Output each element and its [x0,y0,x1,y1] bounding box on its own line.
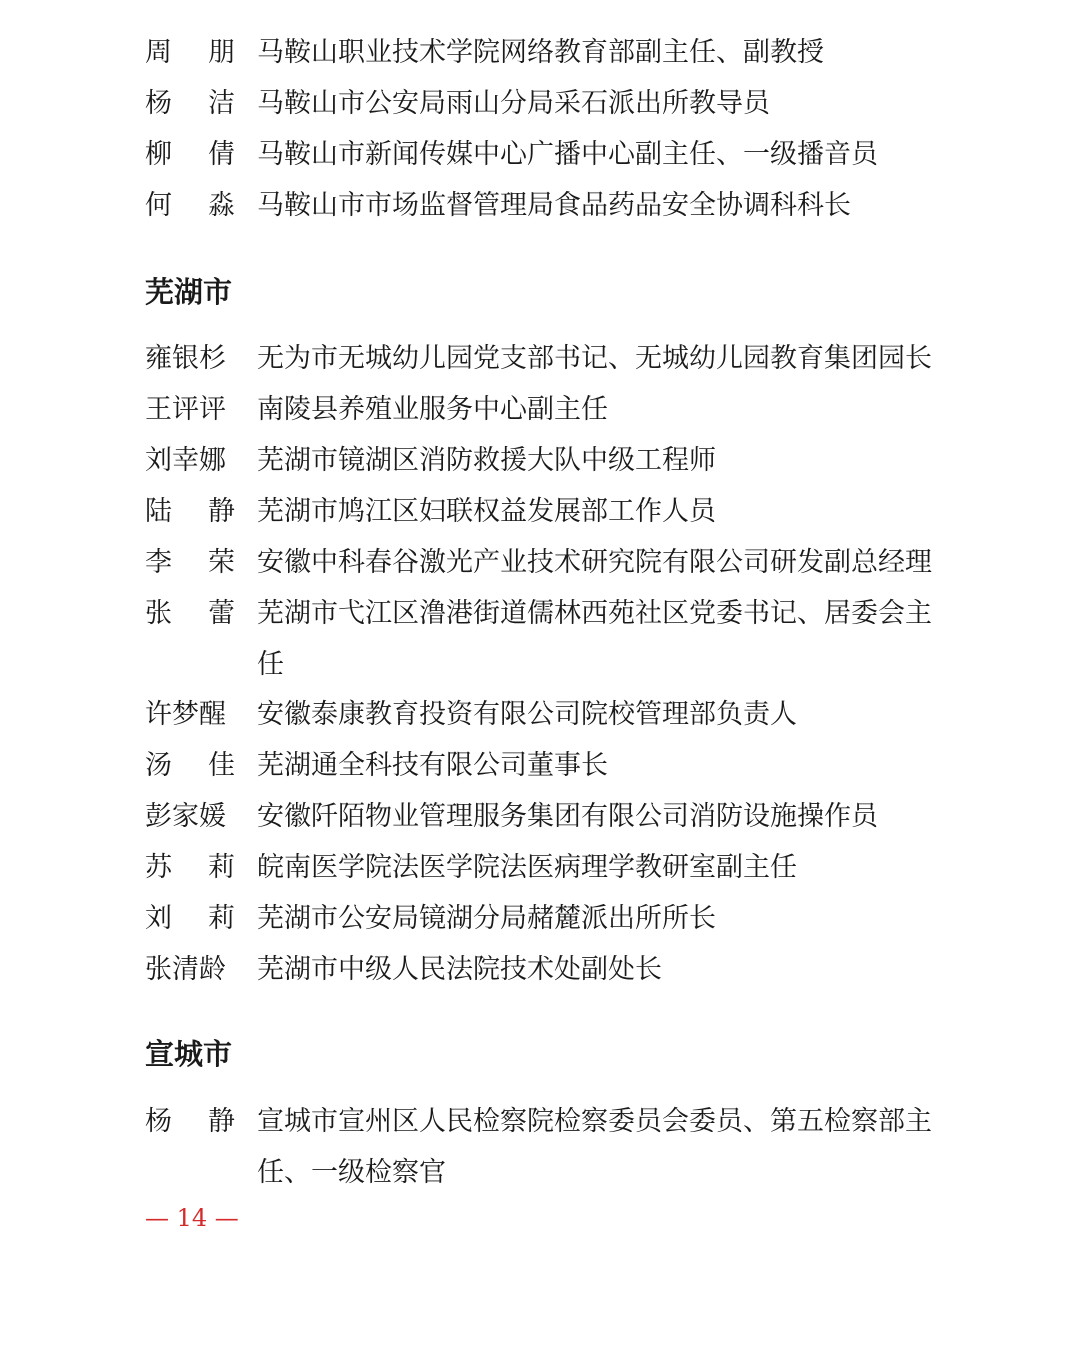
person-title: 马鞍山市市场监督管理局食品药品安全协调科科长 [257,190,851,221]
person-name: 柳 倩 [145,139,235,170]
person-name: 雍银杉 [145,343,226,374]
person-title: 安徽阡陌物业管理服务集团有限公司消防设施操作员 [257,801,878,832]
person-name: 李 荣 [145,547,235,578]
section-heading-xuancheng: 宣城市 [145,1037,233,1071]
person-title: 宣城市宣州区人民检察院检察委员会委员、第五检察部主任、一级检察官 [257,1106,932,1188]
person-name: 张 蕾 [145,598,235,629]
person-title: 马鞍山市公安局雨山分局采石派出所教导员 [257,88,770,119]
page-number: — 14 — [145,1204,239,1232]
person-name: 刘 莉 [145,903,235,934]
person-name: 刘幸娜 [145,445,226,476]
person-name: 何 淼 [145,190,235,221]
person-name: 周 朋 [145,37,235,68]
section-heading-wuhu: 芜湖市 [145,275,233,309]
person-name: 杨 洁 [145,88,235,119]
person-title: 南陵县养殖业服务中心副主任 [257,394,608,425]
person-title: 芜湖通全科技有限公司董事长 [257,750,608,781]
person-title: 芜湖市公安局镜湖分局赭麓派出所所长 [257,903,716,934]
person-title: 芜湖市鸠江区妇联权益发展部工作人员 [257,496,716,527]
person-title: 安徽中科春谷激光产业技术研究院有限公司研发副总经理 [257,547,932,578]
person-name: 张清龄 [145,954,226,985]
person-title: 安徽泰康教育投资有限公司院校管理部负责人 [257,699,797,730]
person-title: 马鞍山职业技术学院网络教育部副主任、副教授 [257,37,824,68]
person-name: 许梦醒 [145,699,226,730]
person-name: 王评评 [145,394,226,425]
person-name: 苏 莉 [145,852,235,883]
person-title: 皖南医学院法医学院法医病理学教研室副主任 [257,852,797,883]
person-title: 马鞍山市新闻传媒中心广播中心副主任、一级播音员 [257,139,878,170]
person-name: 陆 静 [145,496,235,527]
person-title: 芜湖市镜湖区消防救援大队中级工程师 [257,445,716,476]
person-name: 杨 静 [145,1106,235,1137]
person-title: 无为市无城幼儿园党支部书记、无城幼儿园教育集团园长 [257,343,932,374]
person-title: 芜湖市弋江区澛港街道儒林西苑社区党委书记、居委会主任 [257,598,932,680]
person-name: 汤 佳 [145,750,235,781]
person-title: 芜湖市中级人民法院技术处副处长 [257,954,662,985]
person-name: 彭家媛 [145,801,226,832]
